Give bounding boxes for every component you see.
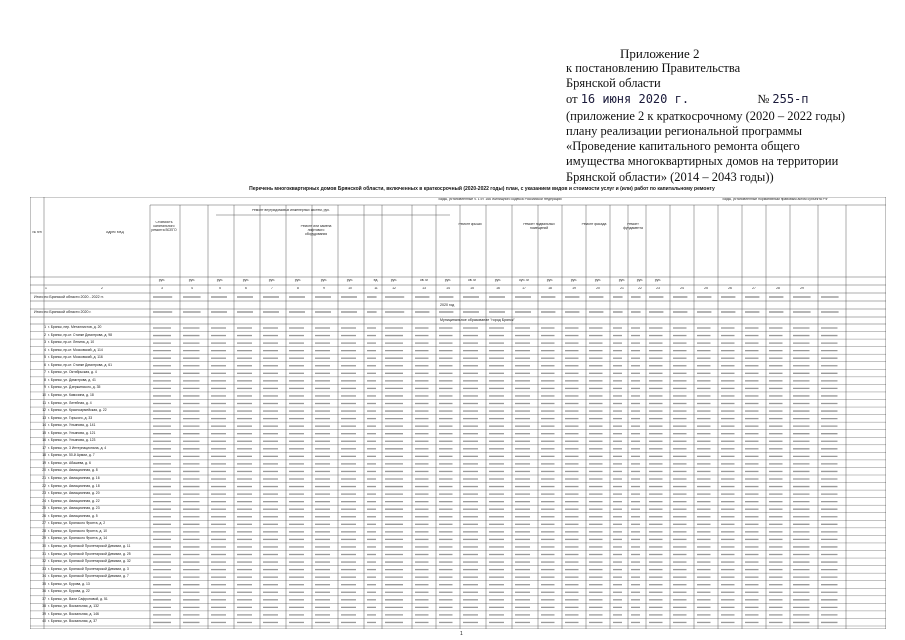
annex-note (566, 109, 896, 185)
row-address: г. Брянск, ул. 3 Интернационала, д. 4 (48, 445, 107, 450)
column-number-cell: 3 (161, 287, 163, 290)
row-address: г. Брянск, ул. Октябрьская, д. 4 (48, 370, 97, 375)
table-row (30, 604, 886, 610)
annex-line: Брянской области» (2014 – 2043 годы)) (566, 169, 774, 184)
table-row (30, 574, 886, 580)
column-number-cell: 9 (323, 287, 325, 290)
row-address: г. Брянск, ул. Вокзальная, д. 37 (48, 619, 97, 624)
unit-cell: руб. (158, 279, 166, 282)
column-number-cell: 8 (297, 287, 299, 290)
table-row (30, 423, 886, 429)
col-header-facade: Ремонт фасада (581, 223, 607, 226)
row-address: г. Брянск, ул. Вокзальная, д. 146 (48, 611, 99, 616)
row-address: г. Брянск, ул. Бурова, д. 13 (48, 581, 90, 586)
row-number: 15 (42, 430, 46, 435)
row-number: 27 (42, 521, 46, 526)
row-address: г. Брянск, ул. Литейная, д. 4 (48, 400, 92, 405)
row-address: г. Брянск, ул. Брянской Пролетарской Дивизии, д. 7 (48, 574, 129, 579)
row-number: 7 (44, 370, 46, 375)
column-number-cell: 26 (728, 287, 732, 290)
column-number-cell: 17 (522, 287, 526, 290)
column-number-cell: 21 (620, 287, 624, 290)
table-row (30, 521, 886, 527)
row-number: 9 (44, 385, 46, 390)
row-number: 3 (44, 340, 46, 345)
row-number: 17 (42, 445, 46, 450)
annex-line: «Проведение капитального ремонта общего (566, 139, 800, 154)
header-sub: Ремонт внутридомовых инженерных систем, руб. (251, 209, 331, 212)
row-number: 24 (42, 498, 46, 503)
column-number-cell: 18 (548, 287, 552, 290)
row-number: 18 (42, 453, 46, 458)
row-number: 31 (42, 551, 46, 556)
row-number: 21 (42, 476, 46, 480)
table-row (30, 446, 886, 452)
row-address: г. Брянск, ул. Ульянова, д. 123 (48, 438, 96, 443)
table-row (30, 514, 886, 520)
row-address: г. Брянск, ул. 50-й Армии, д. 7 (48, 453, 95, 458)
unit-cell: руб. (188, 279, 196, 282)
row-number: 10 (42, 392, 46, 397)
table-row (30, 597, 886, 603)
appendix-line-2: Брянской области (566, 76, 661, 91)
row-number: 33 (42, 566, 46, 571)
row-address: г. Брянск, ул. Авиационная, д. 23 (48, 506, 100, 511)
appendix-dateline (566, 92, 896, 107)
column-number-cell: 20 (596, 287, 600, 290)
row-number: 2 (44, 332, 46, 337)
row-address: г. Брянск, пер. Металлистов, д. 20 (48, 325, 102, 329)
date-value: 16 июня 2020 г. (580, 91, 690, 106)
table-row (30, 506, 886, 512)
unit-cell: кв. м (420, 279, 428, 282)
table-row (30, 567, 886, 573)
row-number: 28 (42, 528, 46, 533)
row-address: г. Брянск, пр-кт. Московский, д. 116 (48, 355, 103, 360)
table-row (30, 416, 886, 422)
table-row (30, 325, 886, 331)
table-row (30, 408, 886, 414)
row-number: 20 (42, 468, 46, 473)
row-address: г. Брянск, ул. Вали Сафроновой, д. 51 (48, 596, 108, 601)
row-address: г. Брянск, ул. Брянского Фронта, д. 10 (48, 528, 108, 533)
column-number-cell: 13 (422, 287, 426, 290)
table-row (30, 552, 886, 558)
table-row (30, 370, 886, 376)
table-row (30, 619, 886, 625)
row-address: г. Брянск, пр-кт. Ленина, д. 10 (48, 340, 95, 345)
row-number: 5 (44, 355, 46, 360)
table-row (30, 355, 886, 361)
row-address: г. Брянск, ул. Красноармейская, д. 22 (48, 408, 107, 413)
row-number: 32 (42, 559, 46, 564)
row-address: г. Брянск, ул. Брянской Пролетарской Дивизии, д. 32 (48, 559, 131, 564)
table-row (30, 529, 886, 535)
column-number-cell: 11 (374, 287, 378, 290)
unit-cell: руб. (636, 279, 644, 282)
table-row (30, 453, 886, 459)
column-number-cell: 29 (800, 287, 804, 290)
col-header-basement: Ремонт подвальных помещений (523, 223, 555, 230)
row-number: 13 (42, 415, 46, 420)
row-number: 22 (42, 483, 46, 488)
row-address: г. Брянск, ул. Авиационная, д. 8 (48, 468, 98, 473)
row-address: г. Брянск, ул. Авиационная, д. 20 (48, 491, 100, 496)
table-row (30, 544, 886, 550)
row-number: 34 (42, 574, 46, 579)
col-header-cost: Стоимость капитального ремонта ВСЕГО (151, 221, 177, 232)
row-number: 19 (42, 460, 46, 465)
table-row (30, 378, 886, 384)
column-number-cell: 16 (496, 287, 500, 290)
row-address: г. Брянск, пр-кт. Станке Димитрова, д. 61 (48, 362, 112, 367)
row-address: г. Брянск, ул. Ульянова, д. 121 (48, 430, 96, 435)
page-number: 1 (460, 631, 463, 637)
unit-cell: руб. (654, 279, 662, 282)
table-row (30, 559, 886, 565)
column-number-cell: 27 (752, 287, 756, 290)
unit-cell: руб. (494, 279, 502, 282)
unit-cell: ед. (373, 279, 379, 282)
column-number-cell: 14 (446, 287, 450, 290)
annex-line: плану реализации региональной программы (566, 124, 802, 139)
unit-cell: руб. (570, 279, 578, 282)
number-prefix: № (757, 91, 770, 106)
column-number-cell: 15 (470, 287, 474, 290)
annex-line: имущества многоквартирных домов на территории (566, 154, 839, 169)
row-address: г. Брянск, ул. Брянского Фронта, д. 2 (48, 521, 106, 526)
row-number: 38 (42, 604, 46, 609)
year-label: 2020 год (440, 303, 455, 307)
column-number-cell: 28 (776, 287, 780, 290)
unit-cell: руб. (320, 279, 328, 282)
col-header-foundation: Ремонт фундамента (623, 223, 643, 230)
col-header-no: № п/п (32, 231, 42, 234)
unit-cell: кв. м (468, 279, 476, 282)
table-title: Перечень многоквартирных домов Брянской области, включенных в краткосрочный (2020-2022 годы) план, с указанием видов и стоимости услуг и (или) работ по капитальному ремонту (249, 186, 715, 192)
row-address: г. Брянск, ул. Брянской Пролетарской Дивизии, д. 25 (48, 551, 131, 556)
row-number: 8 (44, 377, 46, 382)
table-row (30, 438, 886, 444)
unit-cell: руб. (294, 279, 302, 282)
table-row (30, 476, 886, 482)
year-total-label: Итого по Брянской области 2020 г. (34, 310, 92, 314)
row-number: 23 (42, 491, 46, 496)
column-number-cell: 6 (245, 287, 247, 290)
row-address: г. Брянск, ул. Дзержинского, д. 35 (48, 385, 101, 390)
table-row (30, 333, 886, 339)
row-number: 40 (42, 619, 46, 624)
table-row (30, 491, 886, 497)
row-address: г. Брянск, ул. Брянской Пролетарской Дивизии, д. 3 (48, 566, 129, 571)
unit-cell: руб. (242, 279, 250, 282)
row-number: 1 (44, 325, 46, 329)
row-number: 6 (44, 362, 46, 367)
column-number-cell: 4 (191, 287, 193, 290)
table-row (30, 536, 886, 542)
table-row (30, 484, 886, 490)
row-number: 12 (42, 408, 46, 413)
row-address: г. Брянск, ул. Абашева, д. 6 (48, 460, 91, 465)
table-row (30, 589, 886, 595)
unit-cell: руб. (268, 279, 276, 282)
column-number-cell: 23 (656, 287, 660, 290)
row-address: г. Брянск, ул. Горького, д. 33 (48, 415, 93, 420)
column-number-cell: 25 (704, 287, 708, 290)
row-number: 39 (42, 611, 46, 616)
row-number: 37 (42, 596, 46, 601)
table-row (30, 431, 886, 437)
row-address: г. Брянск, ул. Авиационная, д. 18 (48, 483, 100, 488)
appendix-header (566, 46, 896, 185)
column-number-cell: 2 (101, 287, 103, 290)
column-number-cell: 24 (680, 287, 684, 290)
municipality-label: Муниципальное образование "город Брянск" (440, 318, 515, 322)
table-row (30, 385, 886, 391)
row-address: г. Брянск, ул. Брянского Фронта, д. 14 (48, 536, 108, 541)
row-number: 26 (42, 513, 46, 518)
col-header-address: Адрес МКД (106, 231, 124, 234)
row-number: 4 (44, 347, 46, 352)
header-main-right: Виды, установленные нормативным правовым актом субъекта РФ (722, 198, 828, 201)
table-row (30, 612, 886, 618)
row-number: 35 (42, 581, 46, 586)
unit-cell: руб. (444, 279, 452, 282)
row-number: 36 (42, 589, 46, 594)
table-row (30, 401, 886, 407)
column-number-cell: 12 (392, 287, 396, 290)
date-prefix: от (566, 91, 578, 106)
table-row (30, 461, 886, 467)
row-address: г. Брянск, ул. Бурова, д. 22 (48, 589, 90, 594)
row-address: г. Брянск, ул. Авиационная, д. 16 (48, 476, 100, 480)
row-number: 11 (42, 400, 46, 405)
column-number-cell: 5 (219, 287, 221, 290)
col-header-elevator: Ремонт или замена лифтового оборудования (300, 225, 332, 236)
table-row (30, 499, 886, 505)
row-address: г. Брянск, ул. Ульянова, д. 141 (48, 423, 96, 428)
unit-cell: руб. (594, 279, 602, 282)
appendix-line-1: к постановлению Правительства (566, 61, 741, 76)
table-row (30, 340, 886, 346)
header-main-left: Виды, установленные ч. 1 ст. 166 Жилищного кодекса Российской Федерации (438, 198, 562, 201)
row-address: г. Брянск, пр-кт. Станке Димитрова, д. 98 (48, 332, 112, 337)
table-row (30, 348, 886, 354)
row-address: г. Брянск, ул. Камозина, д. 18 (48, 392, 94, 397)
column-number-cell: 22 (638, 287, 642, 290)
column-number-cell: 19 (572, 287, 576, 290)
unit-cell: руб. (216, 279, 224, 282)
column-number-cell: 1 (45, 287, 47, 290)
row-address: г. Брянск, ул. Вокзальная, д. 132 (48, 604, 99, 609)
row-number: 16 (42, 438, 46, 443)
row-address: г. Брянск, ул. Димитрова, д. 41 (48, 377, 96, 382)
table-row (30, 468, 886, 474)
column-number-cell: 10 (348, 287, 352, 290)
unit-cell: куб. м (519, 279, 529, 282)
appendix-title: Приложение 2 (620, 46, 700, 61)
row-address: г. Брянск, ул. Брянской Пролетарской Дивизии, д. 11 (48, 543, 131, 548)
row-address: г. Брянск, ул. Авиационная, д. 22 (48, 498, 100, 503)
row-number: 29 (42, 536, 46, 541)
table-row (30, 363, 886, 369)
unit-cell: руб. (546, 279, 554, 282)
repair-plan-table (30, 197, 886, 629)
number-value: 255-п (772, 91, 809, 106)
row-number: 30 (42, 543, 46, 548)
col-header-roof: Ремонт крыши (458, 223, 482, 226)
row-address: г. Брянск, пр-кт. Московский, д. 114 (48, 347, 103, 352)
total-label: Итого по Брянской области 2020 - 2022 гг. (34, 295, 104, 299)
annex-line: (приложение 2 к краткосрочному (2020 – 2022 годы) (566, 108, 846, 123)
column-number-cell: 7 (271, 287, 273, 290)
table-row (30, 582, 886, 588)
unit-cell: руб. (618, 279, 626, 282)
unit-cell: руб. (346, 279, 354, 282)
table-row (30, 393, 886, 399)
row-address: г. Брянск, ул. Авиационная, д. 5 (48, 513, 98, 518)
row-number: 14 (42, 423, 46, 428)
row-number: 25 (42, 506, 46, 511)
unit-cell: руб. (390, 279, 398, 282)
